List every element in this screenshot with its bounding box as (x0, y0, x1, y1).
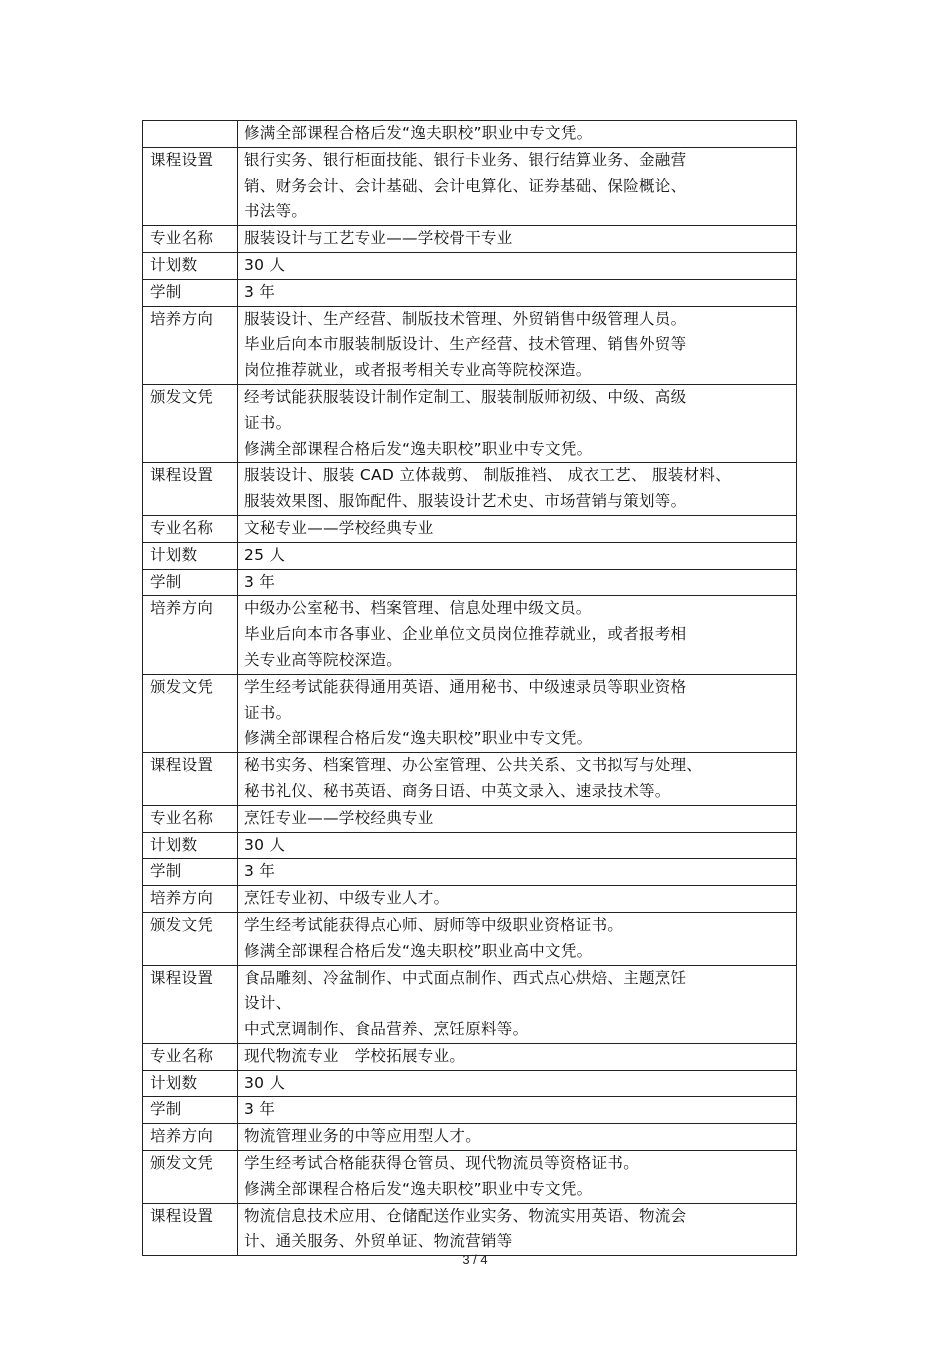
row-label: 学制 (143, 569, 238, 596)
value-line: 中级办公室秘书、档案管理、信息处理中级文员。 (244, 599, 592, 618)
row-label: 课程设置 (143, 147, 238, 225)
row-value (238, 121, 797, 148)
table-row (143, 886, 797, 913)
row-label: 课程设置 (143, 965, 238, 1043)
value-line: 销、财务会计、会计基础、会计电算化、证券基础、保险概论、 (244, 176, 687, 195)
value-line: 学生经考试能获得通用英语、通用秘书、中级速录员等职业资格 (244, 677, 687, 696)
value-line: 物流信息技术应用、仓储配送作业实务、物流实用英语、物流会 (244, 1206, 687, 1225)
row-value (238, 542, 797, 569)
row-value (238, 596, 797, 674)
row-label: 学制 (143, 1097, 238, 1124)
value-line: 毕业后向本市各事业、企业单位文员岗位推荐就业，或者报考相 (244, 625, 687, 644)
table-row (143, 147, 797, 225)
table-row (143, 1043, 797, 1070)
value-line: 30 人 (244, 835, 286, 854)
value-line: 服装设计、服装 CAD 立体裁剪、 制版推裆、 成衣工艺、 服装材料、 (244, 466, 731, 485)
row-value (238, 1124, 797, 1151)
table-row (143, 252, 797, 279)
row-label: 课程设置 (143, 463, 238, 516)
value-line: 服装设计与工艺专业——学校骨干专业 (244, 229, 513, 248)
table-row (143, 121, 797, 148)
value-line: 30 人 (244, 1073, 286, 1092)
row-value (238, 147, 797, 225)
value-line: 证书。 (244, 413, 292, 432)
value-line: 修满全部课程合格后发“逸夫职校”职业中专文凭。 (244, 729, 593, 748)
value-line: 服装设计、生产经营、制版技术管理、外贸销售中级管理人员。 (244, 309, 687, 328)
row-label: 专业名称 (143, 805, 238, 832)
value-line: 3 年 (244, 1100, 276, 1119)
value-line: 秘书实务、档案管理、办公室管理、公共关系、文书拟写与处理、 (244, 756, 703, 775)
row-value (238, 1151, 797, 1204)
row-label: 专业名称 (143, 515, 238, 542)
row-value (238, 569, 797, 596)
table-row (143, 542, 797, 569)
row-value (238, 463, 797, 516)
row-label: 培养方向 (143, 306, 238, 384)
row-value (238, 965, 797, 1043)
row-value (238, 859, 797, 886)
value-line: 服装效果图、服饰配件、服装设计艺术史、市场营销与策划等。 (244, 492, 687, 511)
value-line: 烹饪专业——学校经典专业 (244, 808, 434, 827)
table-row (143, 463, 797, 516)
row-value (238, 912, 797, 965)
table-row (143, 1203, 797, 1256)
row-label: 学制 (143, 859, 238, 886)
table-row (143, 279, 797, 306)
row-value (238, 1043, 797, 1070)
table-row (143, 569, 797, 596)
row-value (238, 805, 797, 832)
table-row (143, 753, 797, 806)
value-line: 毕业后向本市服装制版设计、生产经营、技术管理、销售外贸等 (244, 335, 687, 354)
row-label: 计划数 (143, 252, 238, 279)
row-label: 培养方向 (143, 1124, 238, 1151)
table-row (143, 306, 797, 384)
table-row (143, 596, 797, 674)
row-label: 培养方向 (143, 596, 238, 674)
row-value (238, 226, 797, 253)
row-label: 计划数 (143, 832, 238, 859)
value-line: 现代物流专业 学校拓展专业。 (244, 1046, 466, 1065)
value-line: 秘书礼仪、秘书英语、商务日语、中英文录入、速录技术等。 (244, 781, 671, 800)
table-row (143, 805, 797, 832)
row-value (238, 1070, 797, 1097)
program-table-body (143, 121, 797, 1256)
table-row (143, 832, 797, 859)
value-line: 修满全部课程合格后发“逸夫职校”职业中专文凭。 (244, 439, 593, 458)
row-value (238, 1203, 797, 1256)
table-row (143, 384, 797, 462)
row-value (238, 674, 797, 752)
value-line: 修满全部课程合格后发“逸夫职校”职业中专文凭。 (244, 1179, 593, 1198)
value-line: 设计、 (244, 994, 292, 1013)
row-value (238, 886, 797, 913)
value-line: 食品雕刻、冷盆制作、中式面点制作、西式点心烘焙、主题烹饪 (244, 968, 687, 987)
row-value (238, 384, 797, 462)
value-line: 学生经考试能获得点心师、厨师等中级职业资格证书。 (244, 915, 624, 934)
value-line: 证书。 (244, 703, 292, 722)
table-row (143, 912, 797, 965)
value-line: 银行实务、银行柜面技能、银行卡业务、银行结算业务、金融营 (244, 150, 687, 169)
row-label: 课程设置 (143, 753, 238, 806)
value-line: 修满全部课程合格后发“逸夫职校”职业高中文凭。 (244, 941, 593, 960)
table-row (143, 515, 797, 542)
row-label: 计划数 (143, 1070, 238, 1097)
table-row (143, 859, 797, 886)
row-label: 颁发文凭 (143, 674, 238, 752)
value-line: 3 年 (244, 572, 276, 591)
row-label: 颁发文凭 (143, 384, 238, 462)
row-label (143, 121, 238, 148)
row-value (238, 252, 797, 279)
row-value (238, 832, 797, 859)
value-line: 学生经考试合格能获得仓管员、现代物流员等资格证书。 (244, 1154, 640, 1173)
value-line: 书法等。 (244, 202, 308, 221)
row-label: 培养方向 (143, 886, 238, 913)
value-line: 25 人 (244, 545, 286, 564)
table-row (143, 1151, 797, 1204)
row-value (238, 306, 797, 384)
value-line: 3 年 (244, 282, 276, 301)
value-line: 修满全部课程合格后发“逸夫职校”职业中专文凭。 (244, 124, 593, 142)
row-value (238, 753, 797, 806)
value-line: 3 年 (244, 862, 276, 881)
row-label: 颁发文凭 (143, 912, 238, 965)
value-line: 烹饪专业初、中级专业人才。 (244, 889, 450, 908)
table-row (143, 1097, 797, 1124)
value-line: 文秘专业——学校经典专业 (244, 518, 434, 537)
page-number: 3 / 4 (462, 1252, 488, 1267)
table-row (143, 1070, 797, 1097)
value-line: 岗位推荐就业，或者报考相关专业高等院校深造。 (244, 361, 592, 380)
row-label: 课程设置 (143, 1203, 238, 1256)
program-table (142, 120, 797, 1256)
row-label: 学制 (143, 279, 238, 306)
value-line: 经考试能获服装设计制作定制工、服装制版师初级、中级、高级 (244, 387, 687, 406)
table-row (143, 965, 797, 1043)
row-label: 颁发文凭 (143, 1151, 238, 1204)
row-label: 专业名称 (143, 1043, 238, 1070)
value-line: 中式烹调制作、食品营养、烹饪原料等。 (244, 1020, 529, 1039)
value-line: 计、通关服务、外贸单证、物流营销等 (244, 1232, 513, 1251)
row-value (238, 1097, 797, 1124)
row-label: 计划数 (143, 542, 238, 569)
table-row (143, 674, 797, 752)
row-label: 专业名称 (143, 226, 238, 253)
value-line: 30 人 (244, 255, 286, 274)
table-row (143, 1124, 797, 1151)
table-row (143, 226, 797, 253)
row-value (238, 279, 797, 306)
value-line: 关专业高等院校深造。 (244, 650, 403, 669)
row-value (238, 515, 797, 542)
value-line: 物流管理业务的中等应用型人才。 (244, 1127, 482, 1146)
